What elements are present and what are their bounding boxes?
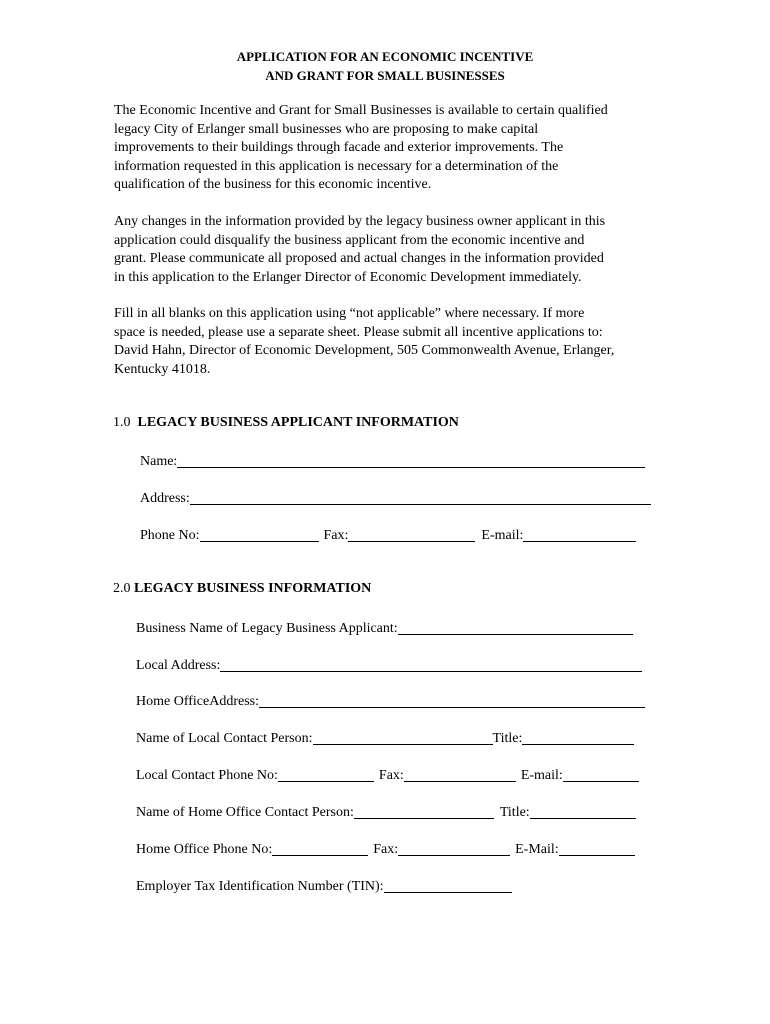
local-phone-row <box>136 765 639 785</box>
paragraph-line: Any changes in the information provided by the legacy business owner applicant in this <box>114 214 606 229</box>
email-field[interactable] <box>523 527 636 542</box>
local-address-row <box>136 655 642 675</box>
paragraph-line: The Economic Incentive and Grant for Small Businesses is available to certain qualified <box>114 103 608 118</box>
title-line-2: AND GRANT FOR SMALL BUSINESSES <box>265 68 505 83</box>
section-2-heading <box>113 581 371 597</box>
local-contact-title-field[interactable] <box>522 730 634 745</box>
intro-paragraph-3 <box>114 305 664 379</box>
paragraph-line: Fill in all blanks on this application using “not applicable” where necessary. If more <box>114 306 585 321</box>
paragraph-line: David Hahn, Director of Economic Development, 505 Commonwealth Avenue, Erlanger, <box>114 343 615 359</box>
home-phone-label: Home Office Phone No: <box>136 842 273 857</box>
name-label: Name: <box>140 454 178 469</box>
section-1-heading <box>113 415 459 431</box>
name-field[interactable] <box>177 453 645 468</box>
home-phone-field[interactable] <box>272 841 368 856</box>
paragraph-line: space is needed, please use a separate sheet. Please submit all incentive applications to: <box>114 324 603 340</box>
home-office-address-row <box>136 691 645 711</box>
paragraph-line: grant. Please communicate all proposed and actual changes in the information provided <box>114 251 604 267</box>
contact-row-1 <box>140 525 636 545</box>
local-email-label: E-mail: <box>520 768 563 783</box>
tin-label: Employer Tax Identification Number (TIN): <box>136 879 384 894</box>
home-contact-title-label: Title: <box>499 805 530 820</box>
email-label: E-mail: <box>481 528 524 543</box>
home-fax-field[interactable] <box>398 841 510 856</box>
paragraph-line: in this application to the Erlanger Director of Economic Development immediately. <box>114 269 582 285</box>
title-line-1: APPLICATION FOR AN ECONOMIC INCENTIVE <box>236 49 534 64</box>
paragraph-line: legacy City of Erlanger small businesses who are proposing to make capital <box>114 121 539 137</box>
local-contact-field[interactable] <box>313 730 493 745</box>
home-contact-title-field[interactable] <box>530 804 636 819</box>
paragraph-line: information requested in this application is necessary for a determination of the <box>114 158 559 174</box>
address-field[interactable] <box>190 490 651 505</box>
home-office-address-field[interactable] <box>259 693 645 708</box>
local-fax-label: Fax: <box>378 768 404 783</box>
name-row <box>140 451 645 471</box>
section-2-title: LEGACY BUSINESS INFORMATION <box>134 581 372 596</box>
address-label: Address: <box>140 491 190 506</box>
tin-field[interactable] <box>384 878 512 893</box>
phone-label: Phone No: <box>140 528 200 543</box>
paragraph-line: application could disqualify the business applicant from the economic incentive and <box>114 232 585 248</box>
business-name-field[interactable] <box>398 620 633 635</box>
local-contact-title-label: Title: <box>492 731 523 746</box>
local-contact-row <box>136 728 634 748</box>
local-phone-field[interactable] <box>278 767 374 782</box>
fax-field[interactable] <box>348 527 475 542</box>
local-phone-label: Local Contact Phone No: <box>136 768 278 783</box>
home-email-field[interactable] <box>559 841 635 856</box>
tin-row <box>136 876 512 896</box>
local-email-field[interactable] <box>563 767 639 782</box>
home-fax-label: Fax: <box>373 842 399 857</box>
local-address-field[interactable] <box>220 657 642 672</box>
home-office-address-label: Home OfficeAddress: <box>136 694 259 709</box>
paragraph-line: qualification of the business for this economic incentive. <box>114 177 432 193</box>
section-1-number: 1.0 <box>113 415 131 430</box>
intro-paragraph-2 <box>114 213 664 287</box>
section-1-title: LEGACY BUSINESS APPLICANT INFORMATION <box>137 415 459 430</box>
home-contact-label: Name of Home Office Contact Person: <box>136 805 354 820</box>
phone-field[interactable] <box>200 527 319 542</box>
home-email-label: E-Mail: <box>515 842 559 857</box>
document-title <box>0 47 770 85</box>
address-row <box>140 488 651 508</box>
local-fax-field[interactable] <box>404 767 516 782</box>
fax-label: Fax: <box>323 528 349 543</box>
paragraph-line: improvements to their buildings through facade and exterior improvements. The <box>114 140 564 156</box>
intro-paragraph-1 <box>114 102 664 195</box>
local-address-label: Local Address: <box>136 658 221 673</box>
paragraph-line: Kentucky 41018. <box>114 361 211 377</box>
home-contact-field[interactable] <box>354 804 494 819</box>
home-phone-row <box>136 839 635 859</box>
business-name-label: Business Name of Legacy Business Applicant: <box>136 621 398 636</box>
home-contact-row <box>136 802 636 822</box>
business-name-row <box>136 618 633 638</box>
local-contact-label: Name of Local Contact Person: <box>136 731 313 746</box>
section-2-number: 2.0 <box>113 581 131 596</box>
